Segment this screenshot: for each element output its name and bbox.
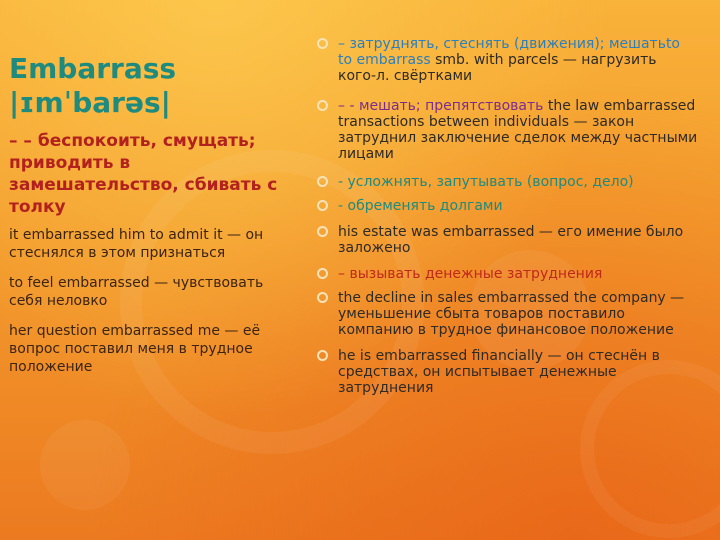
meaning-text: smb. with parcels — нагрузить кого-л. свёртками	[338, 52, 657, 84]
ring-bullet-icon	[317, 200, 328, 211]
ring-bullet-icon	[317, 350, 328, 361]
ring-bullet-icon	[317, 268, 328, 279]
list-item	[314, 174, 698, 190]
ring-bullet-icon	[317, 176, 328, 187]
meaning-highlight: - обременять долгами	[338, 198, 503, 214]
main-definition: – – беспокоить, смущать; приводить в замешательство, сбивать с толку	[9, 131, 278, 217]
list-item	[314, 224, 698, 256]
example-text: her question embarrassed me — её вопрос поставил меня в трудное положение	[9, 323, 261, 375]
meaning-text: he is embarrassed financially — он стеснён в средствах, он испытывает денежные затруднения	[338, 348, 660, 396]
list-item	[314, 266, 698, 282]
ring-bullet-icon	[317, 292, 328, 303]
ring-bullet-icon	[317, 226, 328, 237]
meaning-text: the decline in sales embarrassed the company — уменьшение сбыта товаров поставило компанию в трудное финансовое положение	[338, 290, 685, 338]
word-title: Embarrass	[9, 52, 177, 85]
meaning-text: the law embarrassed transactions between individuals — закон затруднил заключение сделок между частными лицами	[338, 98, 698, 162]
right-column	[314, 36, 698, 404]
meaning-text: his estate was embarrassed — его имение было заложено	[338, 224, 684, 256]
left-column	[9, 52, 291, 388]
list-item	[314, 348, 698, 396]
meaning-highlight: – вызывать денежные затруднения	[338, 266, 603, 282]
ring-bullet-icon	[317, 100, 328, 111]
ring-bullet-icon	[317, 38, 328, 49]
list-item	[314, 36, 698, 84]
meaning-highlight: – затруднять, стеснять (движения); мешатьto to embarrass	[338, 36, 681, 68]
word-transcription: |ɪmˈbarəs|	[9, 86, 171, 119]
list-item	[314, 198, 698, 214]
meaning-highlight: - усложнять, запутывать (вопрос, дело)	[338, 174, 634, 190]
list-item	[314, 290, 698, 338]
decorative-circle	[40, 420, 130, 510]
example-text: to feel embarrassed — чувствовать себя неловко	[9, 275, 264, 309]
example-text: it embarrassed him to admit it — он стеснялся в этом признаться	[9, 227, 264, 261]
meaning-highlight: – - мешать; препятствовать	[338, 98, 544, 114]
list-item	[314, 98, 698, 162]
